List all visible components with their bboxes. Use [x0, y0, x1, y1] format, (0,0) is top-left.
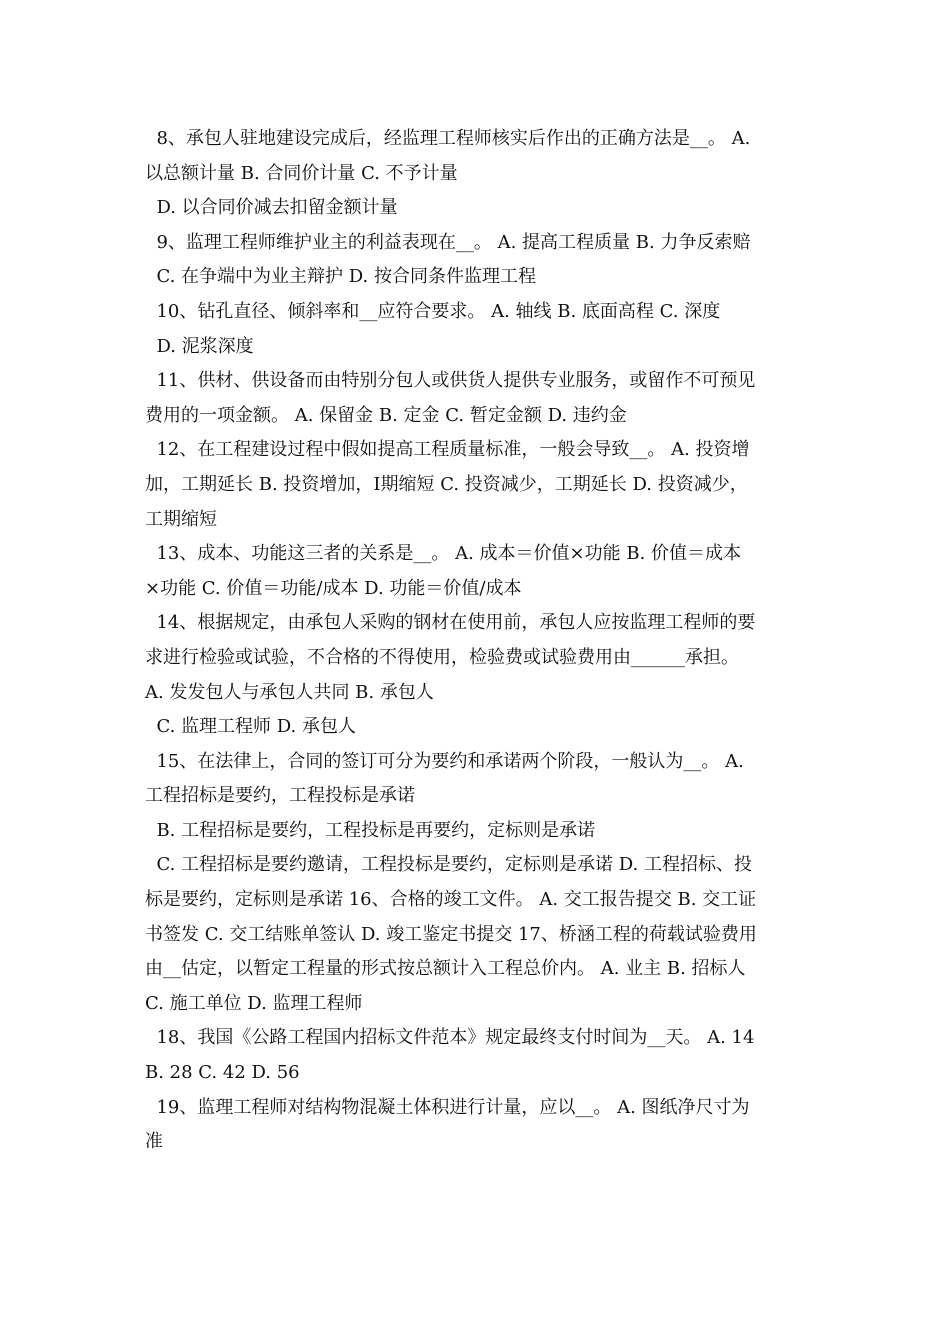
text-line: 标是要约，定标则是承诺 16、合格的竣工文件。 A. 交工报告提交 B. 交工证 — [145, 889, 757, 911]
text-line: 12、在工程建设过程中假如提高工程质量标准，一般会导致__。 A. 投资增 — [145, 439, 750, 461]
text-line: 13、成本、功能这三者的关系是__。 A. 成本＝价值×功能 B. 价值＝成本 — [145, 543, 741, 565]
text-line: C. 施工单位 D. 监理工程师 — [145, 992, 363, 1014]
text-line: 8、承包人驻地建设完成后，经监理工程师核实后作出的正确方法是__。 A. — [145, 128, 751, 149]
document-body — [145, 122, 810, 1160]
text-line: D. 泥浆深度 — [145, 335, 254, 357]
text-line: 19、监理工程师对结构物混凝土体积进行计量，应以__。 A. 图纸净尺寸为 — [145, 1096, 750, 1118]
text-line: 准 — [145, 1131, 163, 1153]
text-line: C. 在争端中为业主辩护 D. 按合同条件监理工程 — [145, 266, 536, 288]
text-line: B. 工程招标是要约，工程投标是再要约，定标则是承诺 — [145, 819, 596, 841]
text-line: 18、我国《公路工程国内招标文件范本》规定最终支付时间为__天。 A. 14 — [145, 1027, 755, 1049]
text-line: 11、供材、供设备而由特别分包人或供货人提供专业服务，或留作不可预见 — [145, 370, 756, 392]
text-line: C. 监理工程师 D. 承包人 — [145, 716, 356, 738]
text-line: 工期缩短 — [145, 508, 217, 530]
text-line: 15、在法律上，合同的签订可分为要约和承诺两个阶段，一般认为__。 A. — [145, 750, 744, 772]
text-line: D. 以合同价减去扣留金额计量 — [145, 197, 398, 219]
text-line: ×功能 C. 价值＝功能/成本 D. 功能＝价值/成本 — [145, 577, 522, 599]
text-line: 由__估定，以暂定工程量的形式按总额计入工程总价内。 A. 业主 B. 招标人 — [145, 958, 746, 980]
text-line: B. 28 C. 42 D. 56 — [145, 1062, 300, 1084]
text-line: 工程招标是要约，工程投标是承诺 — [145, 785, 415, 807]
text-line: A. 发发包人与承包人共同 B. 承包人 — [145, 681, 434, 703]
text-line: 加，工期延长 B. 投资增加，I期缩短 C. 投资减少，工期延长 D. 投资减少， — [145, 473, 748, 495]
text-line: 14、根据规定，由承包人采购的钢材在使用前，承包人应按监理工程师的要 — [145, 612, 756, 634]
text-line: 书签发 C. 交工结账单签认 D. 竣工鉴定书提交 17、桥涵工程的荷载试验费用 — [145, 923, 757, 945]
text-line: 9、监理工程师维护业主的利益表现在__。 A. 提高工程质量 B. 力争反索赔 — [145, 231, 751, 253]
text-line: 10、钻孔直径、倾斜率和__应符合要求。 A. 轴线 B. 底面高程 C. 深度 — [145, 300, 721, 322]
text-line: 求进行检验或试验，不合格的不得使用，检验费或试验费用由______承担。 — [145, 646, 739, 668]
text-line: 以总额计量 B. 合同价计量 C. 不予计量 — [145, 162, 458, 184]
text-line: C. 工程招标是要约邀请，工程投标是要约，定标则是承诺 D. 工程招标、投 — [145, 854, 752, 876]
text-line: 费用的一项金额。 A. 保留金 B. 定金 C. 暂定金额 D. 违约金 — [145, 404, 627, 426]
